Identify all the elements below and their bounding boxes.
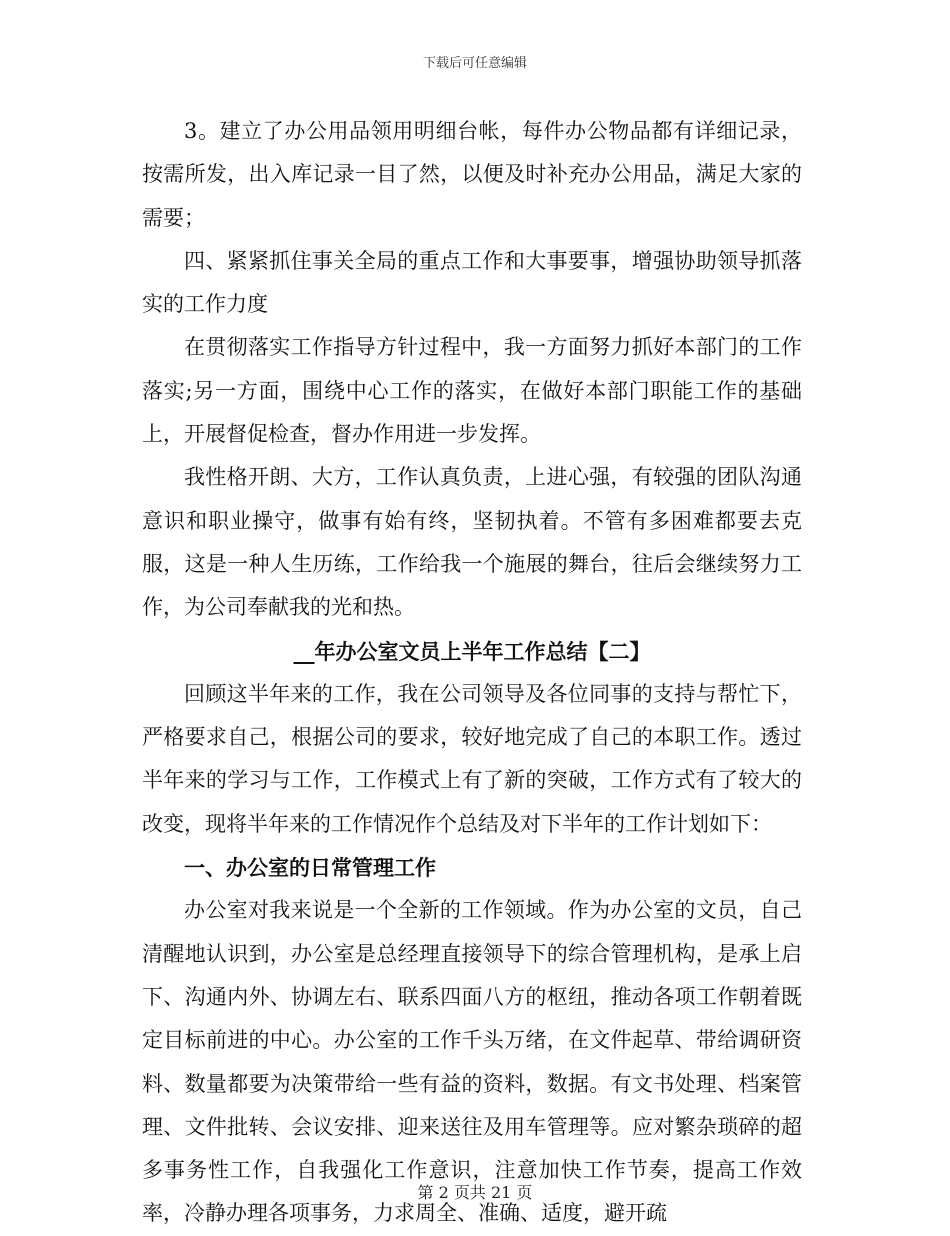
page-header: 下载后可任意编辑	[422, 56, 527, 71]
paragraph-key-work: 四、紧紧抓住事关全局的重点工作和大事要事，增强协助领导抓落实的工作力度	[142, 248, 802, 317]
paragraph-office-work: 办公室对我来说是一个全新的工作领域。作为办公室的文员，自己清醒地认识到，办公室是总经理直接领导下的综合管理机构，是承上启下、沟通内外、协调左右、联系四面八方的枢纽，推动各项工作朝着既定目标前进的中心。办公室的工作千头万绪，在文件起草、带给调研资料、数量都要为决策带给一些有益的资料，数据。有文书处理、档案管理、文件批转、会议安排、迎来送往及用车管理等。应对繁杂琐碎的超多事务性工作，自我强化工作意识，注意加快工作节奏，提高工作效率，冷静办理各项事务，力求周全、准确、适度，避开疏	[142, 898, 802, 1226]
paragraph-personality: 我性格开朗、大方，工作认真负责，上进心强，有较强的团队沟通意识和职业操守，做事有始有终，坚韧执着。不管有多困难都要去克服，这是一种人生历练，工作给我一个施展的舞台，往后会继续努力工作，为公司奉献我的光和热。	[142, 465, 802, 620]
page-footer: 第 2 页共 21 页	[417, 1183, 533, 1202]
paragraph-implementation: 在贯彻落实工作指导方针过程中，我一方面努力抓好本部门的工作落实;另一方面，围绕中心工作的落实，在做好本部门职能工作的基础上，开展督促检查，督办作用进一步发挥。	[142, 335, 802, 447]
paragraph-office-supplies: 3。建立了办公用品领用明细台帐，每件办公物品都有详细记录，按需所发，出入库记录一目了然，以便及时补充办公用品，满足大家的需要；	[142, 119, 802, 230]
section-title: __年办公室文员上半年工作总结【二】	[293, 638, 651, 664]
paragraph-review: 回顾这半年来的工作，我在公司领导及各位同事的支持与帮忙下，严格要求自己，根据公司的要求，较好地完成了自己的本职工作。透过半年来的学习与工作，工作模式上有了新的突破，工作方式有了较大的改变，现将半年来的工作情况作个总结及对下半年的工作计划如下：	[142, 681, 802, 836]
section-heading-daily-management: 一、办公室的日常管理工作	[184, 855, 436, 881]
document-body	[142, 110, 802, 1236]
